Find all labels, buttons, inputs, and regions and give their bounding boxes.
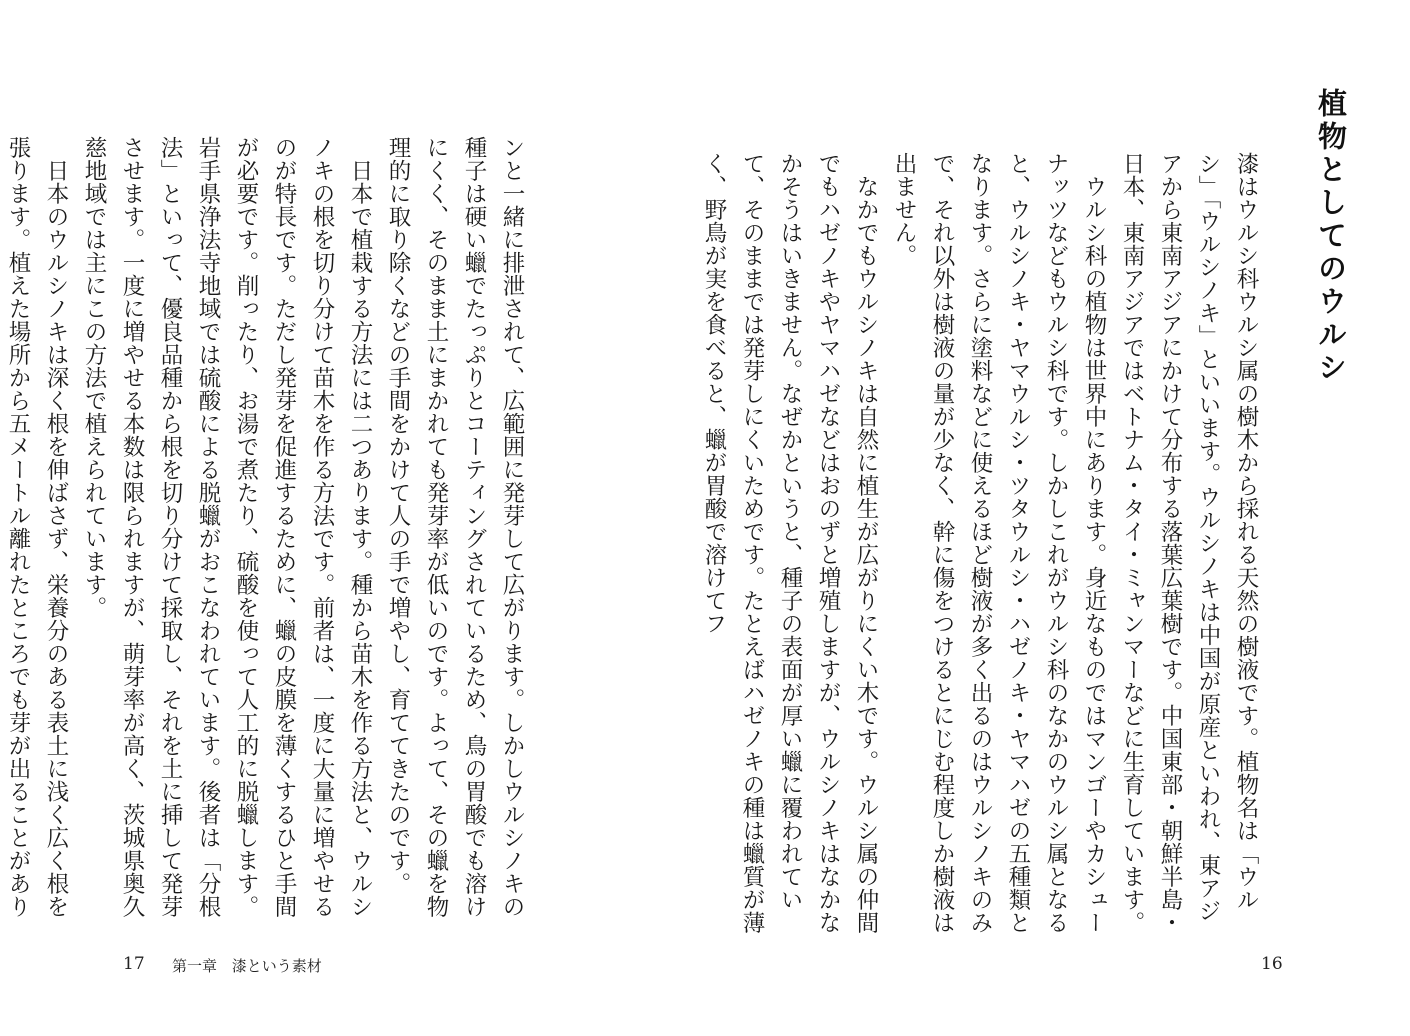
page-17-body: [5, 136, 531, 938]
paragraph: ンと一緒に排泄されて、広範囲に発芽して広がります。しかしウルシノキの種子は硬い蠟でたっぷりとコーティングされているため、鳥の胃酸でも溶けにくく、そのまま土にまかれても発芽率が低いのです。よって、その蠟を物理的に取り除くなどの手間をかけて人の手で増やし、育ててきたのです。: [385, 136, 525, 918]
paragraph: なかでもウルシノキは自然に植生が広がりにくい木です。ウルシ属の仲間でもハゼノキやヤマハゼなどはおのずと増殖しますが、ウルシノキはなかなかそうはいきません。なぜかというと、種子の表面が厚い蠟に覆われていて、そのままでは発芽しにくいためです。たとえばハゼノキの種は蠟質が薄く、野鳥が実を食べると、蠟が胃酸で溶けてフ: [701, 152, 879, 934]
paragraph: 漆はウルシ科ウルシ属の樹木から採れる天然の樹液です。植物名は「ウルシ」「ウルシノキ」といいます。ウルシノキは中国が原産といわれ、東アジアから東南アジアにかけて分布する落葉広葉樹です。中国東部・朝鮮半島・日本、東南アジアではベトナム・タイ・ミャンマーなどに生育しています。: [1119, 152, 1259, 934]
page-16-body: [701, 152, 1265, 944]
page-16: [701, 0, 1410, 1036]
chapter-title: 漆という素材: [231, 957, 322, 975]
paragraph: 日本のウルシノキは深く根を伸ばさず、栄養分のある表土に浅く広く根を張ります。植えた場所から五メートル離れたところでも芽が出ることがあり: [5, 136, 69, 918]
page-number: 17: [123, 954, 145, 974]
paragraph: ウルシ科の植物は世界中にあります。身近なものではマンゴーやカシューナッツなどもウルシ科です。しかしこれがウルシ科のなかのウルシ属となると、ウルシノキ・ヤマウルシ・ツタウルシ・ハゼノキ・ヤマハゼの五種類となります。さらに塗料などに使えるほど樹液が多く出るのはウルシノキのみで、それ以外は樹液の量が少なく、幹に傷をつけるとにじむ程度しか樹液は出ません。: [891, 152, 1107, 934]
page-number: 16: [1261, 954, 1283, 974]
chapter-label: 第一章: [172, 957, 218, 975]
paragraph: 日本で植栽する方法には二つあります。種から苗木を作る方法と、ウルシノキの根を切り分けて苗木を作る方法です。前者は、一度に大量に増やせるのが特長です。ただし発芽を促進するために、蠟の皮膜を薄くするひと手間が必要です。削ったり、お湯で煮たり、硫酸を使って人工的に脱蠟します。岩手県浄法寺地域では硫酸による脱蠟がおこなわれています。後者は「分根法」といって、優良品種から根を切り分けて採取し、それを土に挿して発芽させます。一度に増やせる本数は限られますが、萌芽率が高く、茨城県奥久慈地域では主にこの方法で植えられています。: [81, 136, 373, 918]
running-head: [172, 955, 332, 976]
section-heading: 植物としてのウルシ: [1314, 88, 1348, 385]
